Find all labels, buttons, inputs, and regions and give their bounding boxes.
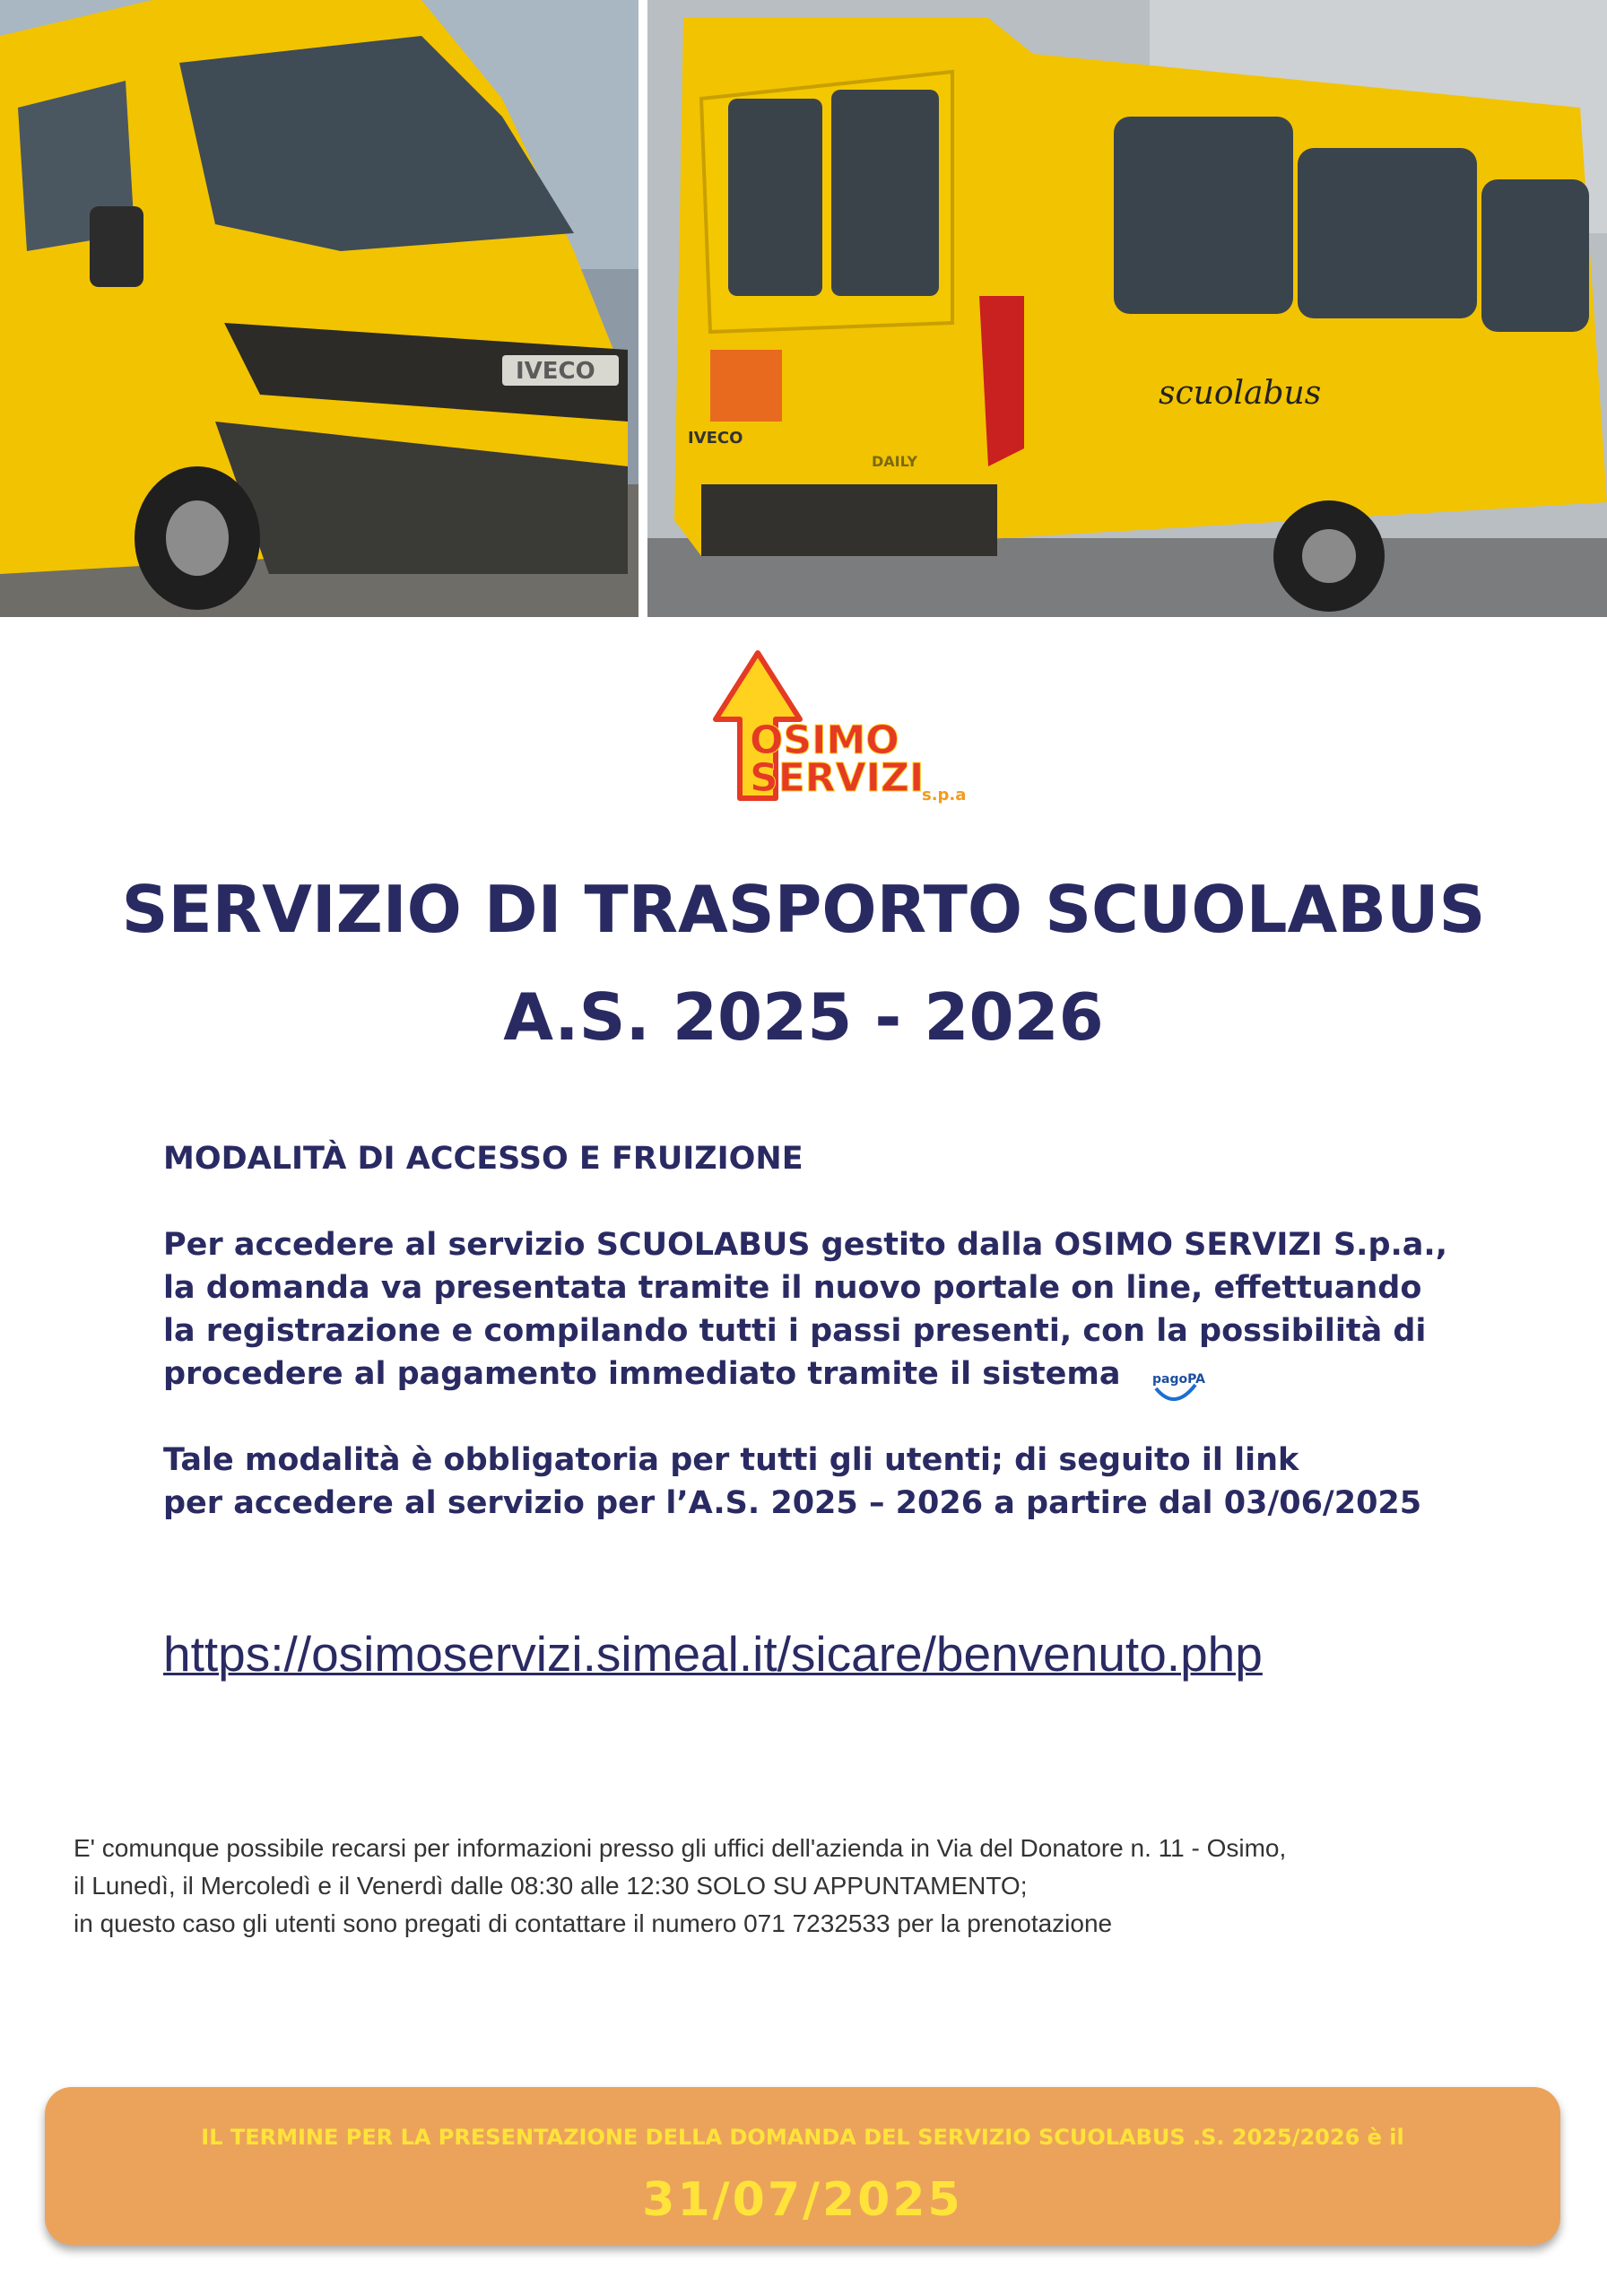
access-paragraph: Per accedere al servizio SCUOLABUS gestito dalla OSIMO SERVIZI S.p.a., la domanda va presentata tramite il nuovo portale on line, effettuando la registrazione e compilando tutti i passi presenti, con la possibilità di procedere al pagamento immediato tramite il sistema xyxy=(163,1227,1448,1392)
logo-line-1: OSIMO xyxy=(750,718,899,763)
scuolabus-lettering: scuolabus xyxy=(1159,375,1322,412)
school-year-title: A.S. 2025 - 2026 xyxy=(503,979,1104,1055)
portal-link[interactable]: https://osimoservizi.simeal.it/sicare/benvenuto.php xyxy=(163,1626,1263,1682)
bus-front-photo xyxy=(0,0,638,617)
deadline-date: 31/07/2025 xyxy=(642,2173,963,2227)
deadline-text: IL TERMINE PER LA PRESENTAZIONE DELLA DOMANDA DEL SERVIZIO SCUOLABUS .S. 2025/2026 è il xyxy=(201,2125,1404,2150)
osimo-servizi-logo xyxy=(699,646,1022,816)
iveco-badge-right: IVECO xyxy=(688,429,743,448)
bus-rear-photo xyxy=(647,0,1607,617)
page-title: SERVIZIO DI TRASPORTO SCUOLABUS xyxy=(121,872,1486,947)
daily-badge: DAILY xyxy=(872,453,917,470)
iveco-badge-left: IVECO xyxy=(516,358,595,385)
bus-photos xyxy=(0,0,1607,617)
office-info-text: E' comunque possibile recarsi per informazioni presso gli uffici dell'azienda in Via del Donatore n. 11 - Osimo, il Lunedì, il Mercoledì e il Venerdì dalle 08:30 alle 12:30 SOLO SU APPUNTAMENTO; in questo caso gli utenti sono pregati di contattare il numero 071 7232533 per la prenotazione xyxy=(74,1834,1287,1937)
logo-suffix: s.p.a xyxy=(922,786,967,804)
logo-line-2: SERVIZI xyxy=(750,755,925,801)
pagopa-logo xyxy=(1143,1361,1206,1405)
pagopa-label: pagoPA xyxy=(1152,1372,1205,1387)
deadline-banner xyxy=(45,2087,1560,2245)
mandatory-paragraph: Tale modalità è obbligatoria per tutti gli utenti; di seguito il link per accedere al servizio per l’A.S. 2025 – 2026 a partire dal 03/06/2025 xyxy=(163,1442,1422,1521)
section-heading: MODALITÀ DI ACCESSO E FRUIZIONE xyxy=(163,1141,804,1177)
